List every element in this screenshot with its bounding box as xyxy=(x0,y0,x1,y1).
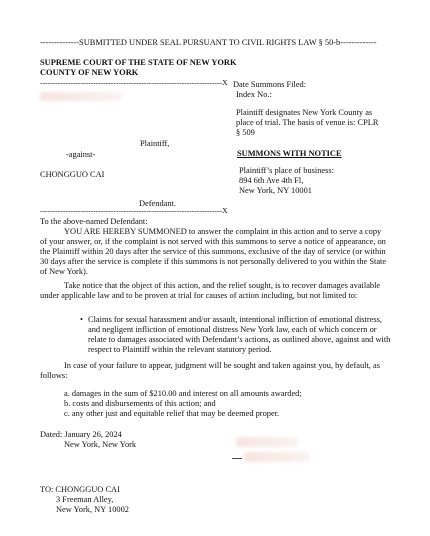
index-number: Index No.: xyxy=(236,90,272,99)
to-address-line2: New York, NY 10002 xyxy=(56,505,129,514)
redacted-signature-bottom xyxy=(244,452,310,462)
caption-top-rule: ------------------------------------------------------------------------X xyxy=(40,78,228,87)
notice-paragraph: Take notice that the object of this action, and the relief sought, is to recover damages available under applicable law and to be proven at trial for causes of action including, but not limited to: xyxy=(40,281,381,300)
business-address-line2: New York, NY 10001 xyxy=(239,186,312,195)
claims-bullet: Claims for sexual harassment and/or assault, intentional infliction of emotional distress, and negligent infliction of emotional distress New York law, each of which concern or relate to damages associated with Defendant’s actions, as outlined above, against and with respect to Plaintiff within the relevant statutory period. xyxy=(88,315,391,354)
relief-item-b: b. costs and disbursements of this action; and xyxy=(64,399,216,408)
relief-item-a: a. damages in the sum of $210.00 and interest on all amounts awarded; xyxy=(64,389,302,398)
redacted-plaintiff-name xyxy=(40,92,122,101)
dated-line: Dated: January 26, 2024 xyxy=(40,430,122,439)
defendant-name: CHONGGUO CAI xyxy=(40,170,105,179)
business-label: Plaintiff’s place of business: xyxy=(239,166,334,175)
summons-paragraph: YOU ARE HEREBY SUMMONED to answer the complaint in this action and to serve a copy of your answer, or, if the complaint is not served with this summons to serve a notice of appearance, on the Plaintiff within 20 days after the service of this summons, exclusive of the day of service (or within 30 days after the service is complete if this summons is not personally delivered to you within the State of New York). xyxy=(40,227,387,276)
dated-place: New York, New York xyxy=(64,440,137,449)
caption-bottom-rule: ------------------------------------------------------------------------X xyxy=(40,206,228,215)
summons-title: SUMMONS WITH NOTICE xyxy=(237,149,342,158)
defendant-label: Defendant. xyxy=(139,199,176,208)
relief-item-c: c. any other just and equitable relief that may be deemed proper. xyxy=(64,409,280,418)
to-defendant-line: To the above-named Defendant: xyxy=(40,217,148,226)
against-label: -against- xyxy=(66,150,96,159)
plaintiff-label: Plaintiff, xyxy=(140,139,170,148)
court-name: SUPREME COURT OF THE STATE OF NEW YORK xyxy=(40,58,237,67)
business-address-line1: 894 6th Ave 4th Fl, xyxy=(239,176,304,185)
signature-dash xyxy=(232,458,242,459)
to-address-line1: 3 Freeman Alley, xyxy=(56,495,114,504)
to-label: TO: CHONGGUO CAI xyxy=(40,485,120,494)
venue-designation: Plaintiff designates New York County as place of trial. The basis of venue is: CPLR § 509 xyxy=(236,108,379,137)
seal-line: --------------SUBMITTED UNDER SEAL PURSUANT TO CIVIL RIGHTS LAW § 50-b------------- xyxy=(40,38,377,47)
court-county: COUNTY OF NEW YORK xyxy=(40,68,139,77)
bullet-icon: • xyxy=(80,315,83,324)
redacted-signature-top xyxy=(236,437,298,447)
date-summons-filed: Date Summons Filed: xyxy=(233,80,307,89)
default-paragraph: In case of your failure to appear, judgment will be sought and taken against you, by default, as follows: xyxy=(40,361,380,380)
